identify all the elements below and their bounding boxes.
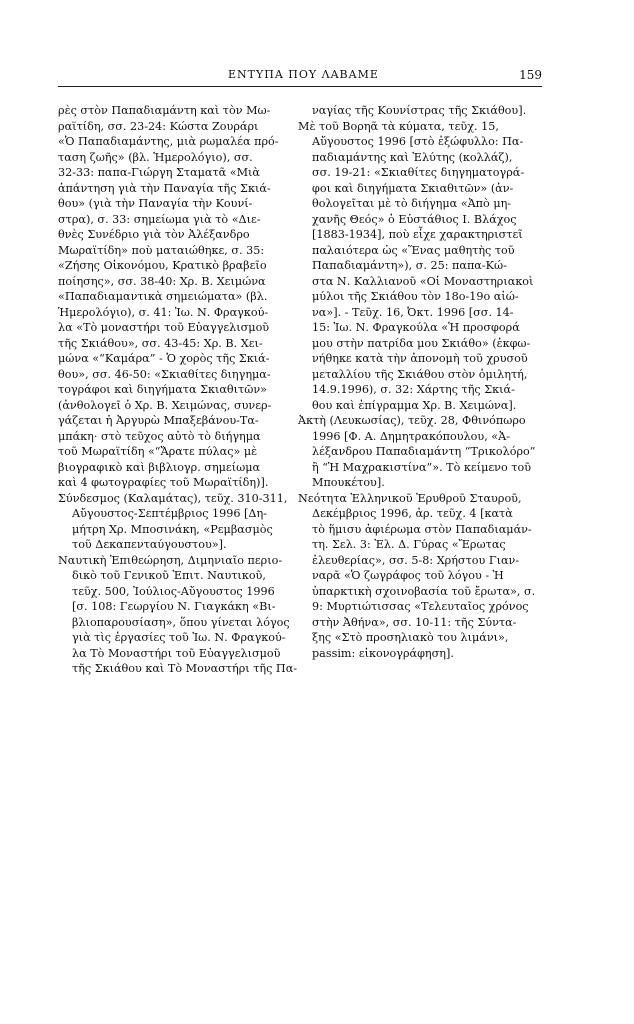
text-line: φοι καὶ διηγήματα Σκιαθιτῶν» (ἀν- [312,181,514,195]
text-line: «Παπαδιαμαντικὰ σημειώματα» (βλ. [58,290,268,303]
text-line: τῆς Σκιάθου», σσ. 43-45: Χρ. Β. Χει- [58,336,263,350]
text-line: σσ. 19-21: «Σκιαθίτες διηγηματογρά- [312,166,525,179]
text-line: μώνα «“Καμάρα” - Ὁ χορὸς τῆς Σκιά- [58,352,270,365]
text-line: μύλοι τῆς Σκιάθου τὸν 18ο-19ο αἰώ- [312,290,519,303]
text-line: παδιαμάντης καὶ Ἐλύτης (κολλάζ), [312,150,513,164]
text-line: Ναυτικὴ Ἐπιθεώρηση, Διμηνιαῖο περιο- [58,553,283,567]
text-line: Ἡμερολόγιο), σ. 41: Ἰω. Ν. Φραγκού- [58,305,269,319]
text-line: μήτρη Χρ. Μποσινάκη, «Ρεμβασμὸς [72,522,273,536]
header-rule [58,86,542,87]
text-line: passim: εἰκονογράφηση]. [312,646,454,660]
text-line: θου καὶ ἐπίγραμμα Χρ. Β. Χειμώνα]. [312,398,517,412]
text-line: Αὔγουστος-Σεπτέμβριος 1996 [Δη- [72,507,267,520]
left-column [58,103,298,677]
text-line: 15: Ἰω. Ν. Φραγκούλα «Ἡ προσφορά [312,321,520,334]
text-line: παλαιότερα ὡς «Ἕνας μαθητὴς τοῦ [312,243,515,257]
page-number: 159 [519,68,542,82]
text-line: βλιοπαρουσίαση», ὅπου γίνεται λόγος [72,615,290,629]
text-line: ταση ζωῆς» (βλ. Ἡμερολόγιο), σσ. [58,150,253,164]
text-line: λέξανδρου Παπαδιαμάντη “Τρικολόρο” [312,445,536,458]
text-line: στα Ν. Καλλιανοῦ «Οἱ Μοναστηριακοὶ [312,274,534,288]
text-line: Μπουκέτου]. [312,476,385,489]
text-line: καὶ 4 φωτογραφίες τοῦ Μωραϊτίδη)]. [58,476,269,489]
text-line: Αὔγουστος 1996 [στὸ ἐξώφυλλο: Πα- [312,135,524,148]
text-line: λα Τὸ Μοναστήρι τοῦ Εὐαγγελισμοῦ [72,646,281,660]
text-line: νήθηκε κατὰ τὴν ἀπονομὴ τοῦ χρυσοῦ [312,352,528,365]
text-line: 1996 [Φ. Α. Δημητρακόπουλου, «Ἀ- [312,429,511,443]
text-line: τὸ ἥμισυ ἀφιέρωμα στὸν Παπαδιαμάν- [312,522,532,536]
text-line: στὴν Ἀθήνα», σσ. 10-11: τῆς Σύντα- [312,615,517,629]
text-line: θολογεῖται μὲ τὸ διήγημα «Ἀπὸ μη- [312,197,512,210]
text-line: ἀπάντηση γιὰ τὴν Παναγία τῆς Σκιά- [58,181,271,195]
text-line: θνὲς Συνέδριο γιὰ τὸν Ἀλέξανδρο [58,228,250,241]
text-line: Παπαδιαμάντη»), σ. 25: παπα-Κώ- [312,259,507,272]
text-line: Μωραϊτίδη» ποὺ ματαιώθηκε, σ. 35: [58,243,265,257]
text-line: τη. Σελ. 3: Ἐλ. Δ. Γύρας «Ἔρωτας [312,538,506,551]
right-column [298,103,544,661]
text-line: [1883-1934], ποὺ εἶχε χαρακτηριστεῖ [312,228,523,241]
text-line: τογράφοι καὶ διηγήματα Σκιαθιτῶν» [58,383,268,396]
text-line: ἐλευθερίας», σσ. 5-8: Χρήστου Γιαν- [312,553,520,567]
text-line: θου», σσ. 46-50: «Σκιαθίτες διηγημα- [58,367,271,381]
text-line: ρὲς στὸν Παπαδιαμάντη καὶ τὸν Μω- [58,104,271,117]
text-line: 14.9.1996), σ. 32: Χάρτης τῆς Σκιά- [312,383,515,396]
text-line: (ἀνθολογεῖ ὁ Χρ. Β. Χειμώνας, συνερ- [58,398,272,412]
text-line: Μὲ τοῦ Βορηᾶ τὰ κύματα, τεῦχ. 15, [298,119,499,133]
text-line: γάζεται ἡ Ἀργυρὼ Μπαξεβάνου-Τα- [58,414,259,427]
text-line: ποίησης», σσ. 38-40: Χρ. Β. Χειμώνα [58,274,266,288]
text-line: Νεότητα Ἑλληνικοῦ Ἐρυθροῦ Σταυροῦ, [298,491,522,505]
text-line: 9: Μυρτιώτισσας «Τελευταῖος χρόνος [312,600,529,613]
text-line: 32-33: παπα-Γιώργη Σταματᾶ «Μιὰ [58,166,260,179]
text-line: τοῦ Μωραϊτίδη «“Ἄρατε πύλας» μὲ [58,445,258,458]
text-line: Σύνδεσμος (Καλαμάτας), τεῦχ. 310-311, [58,491,288,505]
text-line: θου» (γιὰ τὴν Παναγία τὴν Κουνί- [58,197,253,210]
text-line: στρα), σ. 33: σημείωμα γιὰ τὸ «Διε- [58,212,261,226]
text-line: τοῦ Δεκαπενταύγουστου»]. [72,538,227,551]
text-line: βιογραφικὸ καὶ βιβλιογρ. σημείωμα [58,460,261,474]
text-line: ραϊτίδη, σσ. 23-24: Κώστα Ζουράρι [58,119,259,133]
text-line: λα «Τὸ μοναστήρι τοῦ Εὐαγγελισμοῦ [58,321,270,334]
text-line: Δεκέμβριος 1996, ἀρ. τεῦχ. 4 [κατὰ [312,507,513,520]
text-line: γιὰ τὶς ἐργασίες τοῦ Ἰω. Ν. Φραγκού- [72,631,286,644]
text-line: ναγίας τῆς Κουνίστρας τῆς Σκιάθου]. [312,104,527,117]
running-title: ΕΝΤΥΠΑ ΠΟΥ ΛΑΒΑΜΕ [228,68,379,81]
text-line: δικὸ τοῦ Γενικοῦ Ἐπιτ. Ναυτικοῦ, [72,569,266,582]
text-line: ὑπαρκτικὴ σχοινοβασία τοῦ ἔρωτα», σ. [312,584,536,598]
text-line: [σ. 108: Γεωργίου Ν. Γιαγκάκη «Βι- [72,600,276,613]
text-line: μου στὴν πατρίδα μου Σκιάθο» (ἐκφω- [312,336,531,350]
text-line: ἢ “Ἡ Μαχρακιστίνα”». Τὸ κείμενο τοῦ [312,460,531,474]
text-line: «Ὁ Παπαδιαμάντης, μιὰ ρωμαλέα πρό- [58,135,279,148]
text-line: μπάκη· στὸ τεῦχος αὐτὸ τὸ διήγημα [58,429,261,443]
text-line: μεταλλίου τῆς Σκιάθου στὸν ὁμιλητή, [312,367,528,381]
text-line: ναρᾶ «Ὁ ζωγράφος τοῦ λόγου - Ἡ [312,569,504,582]
text-line: χανῆς Θεός» ὁ Εὐστάθιος Ι. Βλάχος [312,212,517,226]
text-line: τεῦχ. 500, Ἰούλιος-Αὔγουστος 1996 [72,584,275,598]
text-line: «Ζήσης Οἰκονόμου, Κρατικὸ βραβεῖο [58,259,267,272]
text-line: να»]. - Τεῦχ. 16, Ὀκτ. 1996 [σσ. 14- [312,305,514,319]
text-line: Ἀκτὴ (Λευκωσίας), τεῦχ. 28, Φθινόπωρο [298,414,526,427]
text-line: τῆς Σκιάθου καὶ Τὸ Μοναστήρι τῆς Πα- [72,662,298,675]
running-header [58,68,542,84]
text-line: ξης «Στὸ προσηλιακὸ του λιμάνι», [312,631,509,644]
